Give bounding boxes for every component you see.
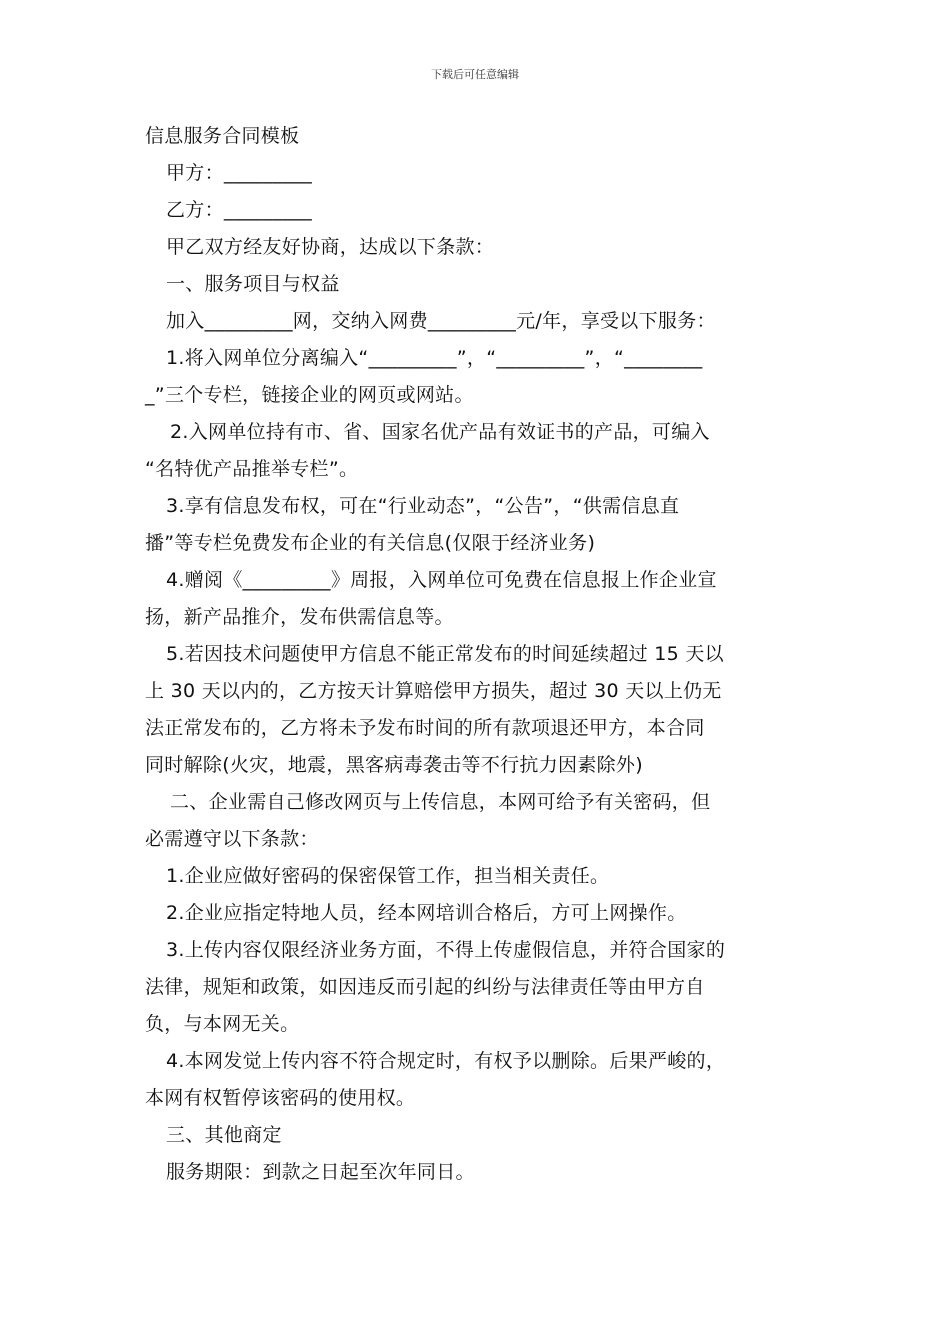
paragraph-line: 1.将入网单位分离编入“_________”，“_________”，“________ xyxy=(166,347,703,369)
paragraph-line: 3.享有信息发布权，可在“行业动态”，“公告”，“供需信息直 xyxy=(166,495,680,517)
paragraph-line: 扬，新产品推介，发布供需信息等。 xyxy=(145,606,454,628)
section-heading-2: 二、企业需自己修改网页与上传信息，本网可给予有关密码，但 xyxy=(170,791,711,813)
paragraph-line: 法正常发布的，乙方将未予发布时间的所有款项退还甲方，本合同 xyxy=(145,717,705,739)
paragraph-line: 3.上传内容仅限经济业务方面，不得上传虚假信息，并符合国家的 xyxy=(166,939,726,961)
paragraph-line: 4.本网发觉上传内容不符合规定时，有权予以删除。后果严峻的， xyxy=(166,1050,726,1072)
section-heading-3: 三、其他商定 xyxy=(166,1124,282,1146)
paragraph-line: “名特优产品推举专栏”。 xyxy=(145,458,359,480)
paragraph-line: 上 30 天以内的，乙方按天计算赔偿甲方损失，超过 30 天以上仍无 xyxy=(145,680,722,702)
party-b-line: 乙方：_________ xyxy=(166,199,313,221)
paragraph-line: 服务期限：到款之日起至次年同日。 xyxy=(166,1161,475,1183)
paragraph-line: 1.企业应做好密码的保密保管工作，担当相关责任。 xyxy=(166,865,610,887)
paragraph-line: 加入_________网，交纳入网费_________元/年，享受以下服务： xyxy=(166,310,716,332)
party-a-line: 甲方：_________ xyxy=(166,162,313,184)
paragraph-line: _”三个专栏，链接企业的网页或网站。 xyxy=(145,384,474,406)
page-header-note: 下载后可任意编辑 xyxy=(431,68,519,81)
paragraph-line: 2.入网单位持有市、省、国家名优产品有效证书的产品，可编入 xyxy=(170,421,710,443)
paragraph-line: 法律，规矩和政策，如因违反而引起的纠纷与法律责任等由甲方自 xyxy=(145,976,705,998)
paragraph-line: 2.企业应指定特地人员，经本网培训合格后，方可上网操作。 xyxy=(166,902,687,924)
contract-document xyxy=(145,118,825,1191)
paragraph-line: 播”等专栏免费发布企业的有关信息(仅限于经济业务) xyxy=(145,532,596,554)
paragraph-line: 本网有权暂停该密码的使用权。 xyxy=(145,1087,416,1109)
paragraph-line: 5.若因技术问题使甲方信息不能正常发布的时间延续超过 15 天以 xyxy=(166,643,724,665)
paragraph-line: 负，与本网无关。 xyxy=(145,1013,300,1035)
paragraph-line: 同时解除(火灾，地震，黑客病毒袭击等不行抗力因素除外) xyxy=(145,754,643,776)
paragraph-line: 必需遵守以下条款： xyxy=(145,828,319,850)
paragraph-line: 4.赠阅《_________》周报，入网单位可免费在信息报上作企业宣 xyxy=(166,569,717,591)
document-title: 信息服务合同模板 xyxy=(145,125,300,147)
intro-paragraph: 甲乙双方经友好协商，达成以下条款： xyxy=(166,236,495,258)
section-heading-1: 一、服务项目与权益 xyxy=(166,273,340,295)
